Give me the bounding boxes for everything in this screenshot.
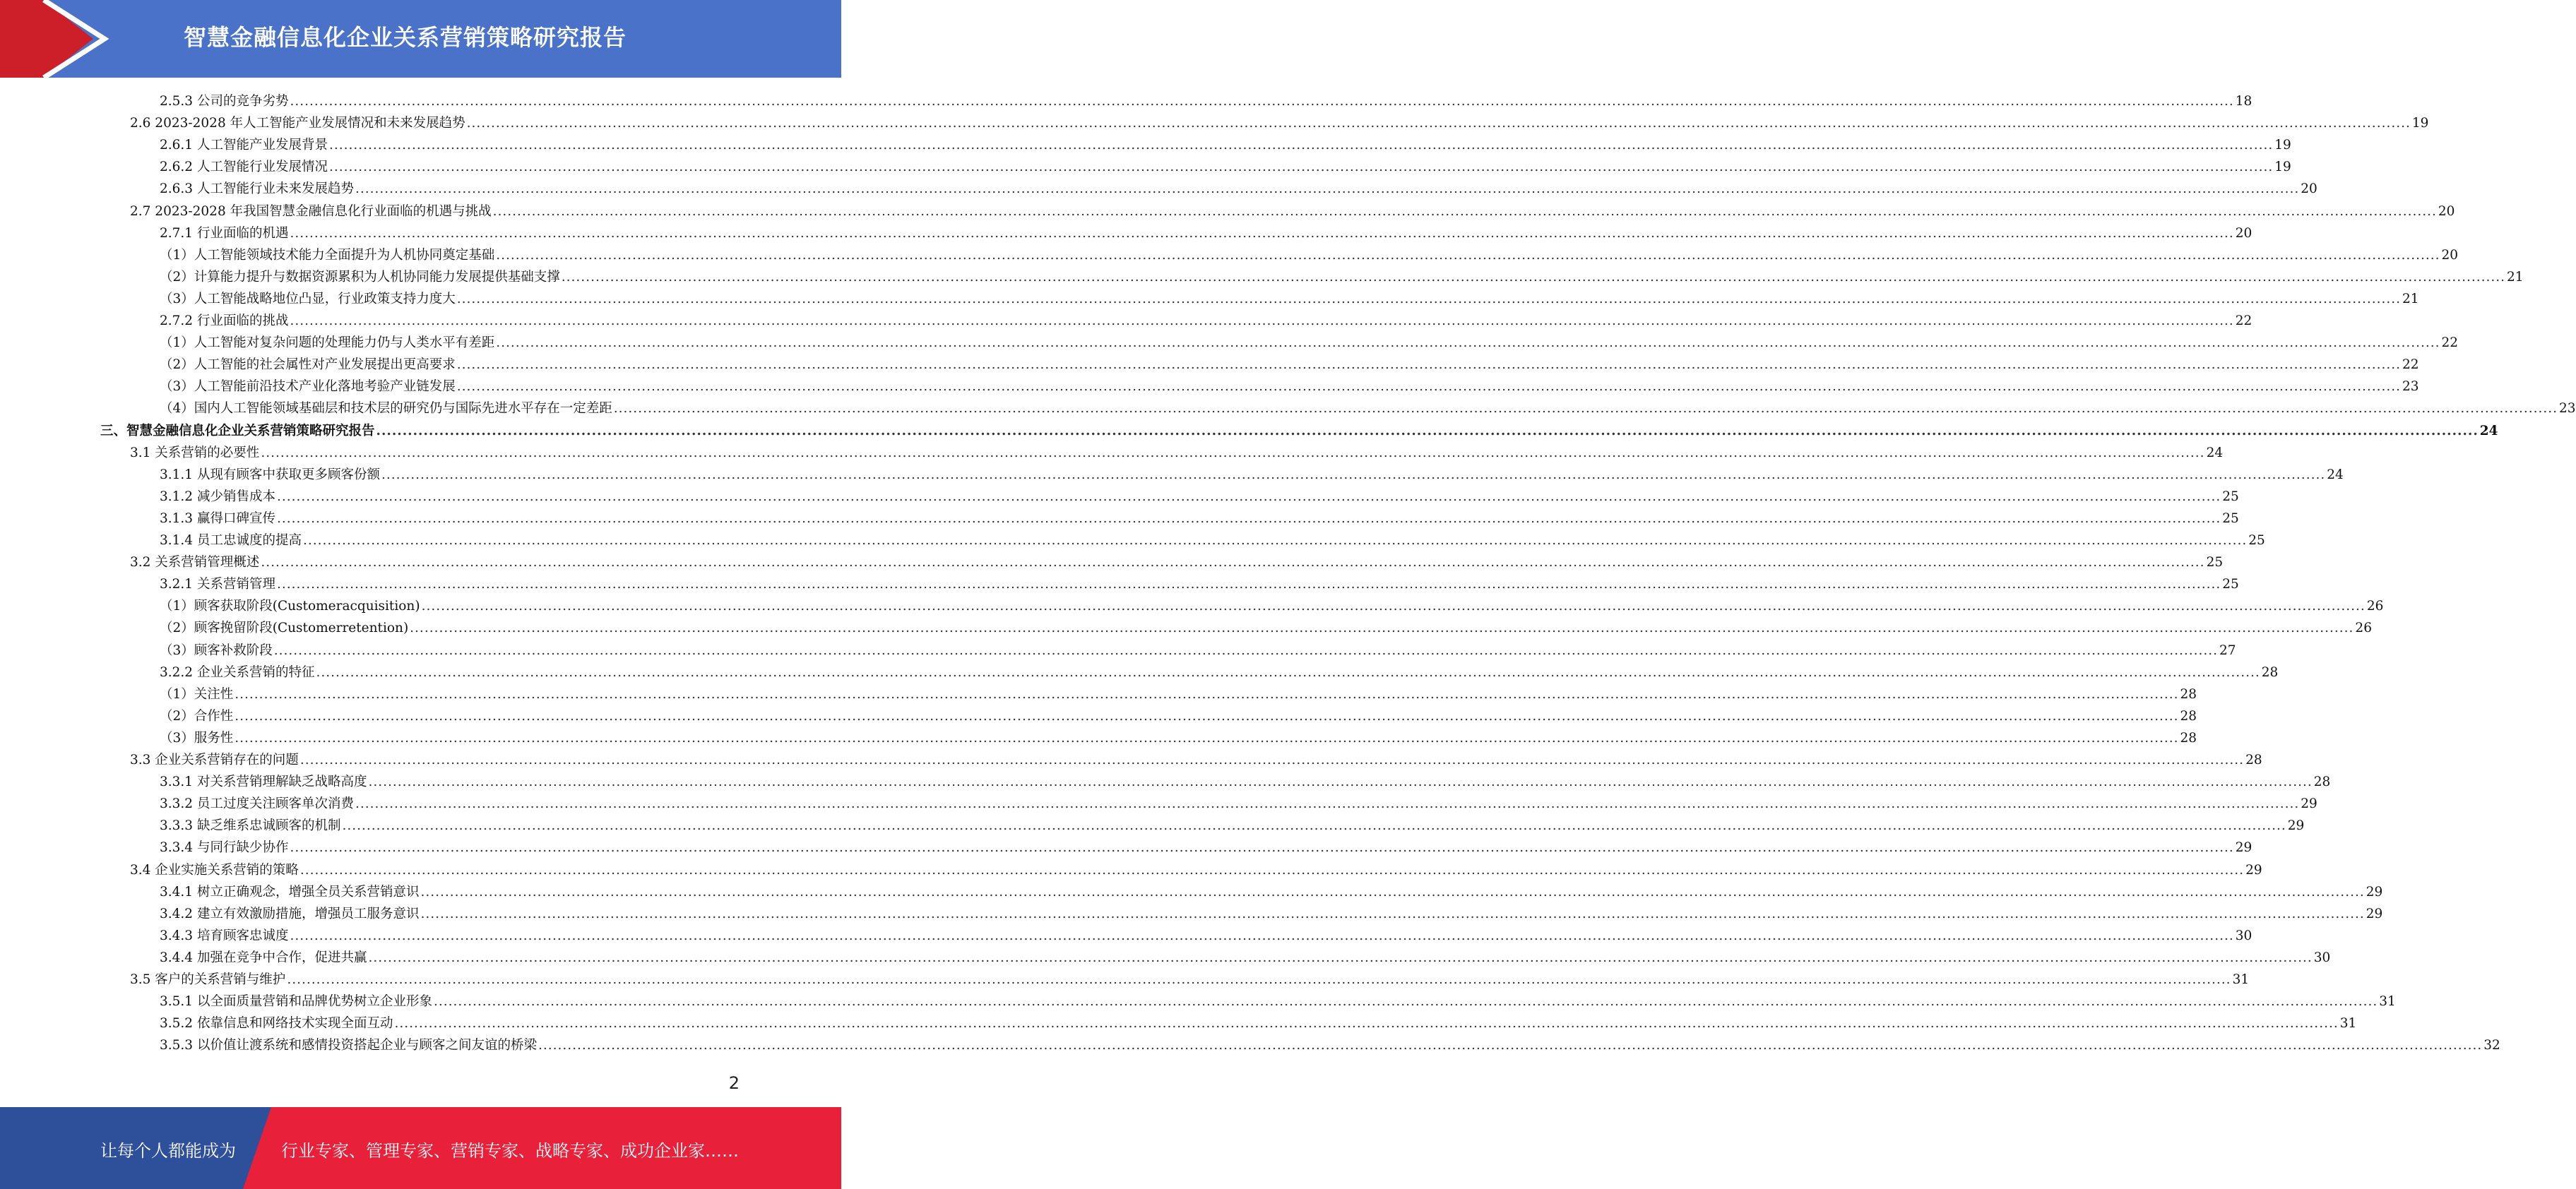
toc-leader-dots: ................................................................................................................................................................................................................................................................................................................................................................................................................ bbox=[456, 357, 2402, 373]
toc-entry-title: （3）人工智能战略地位凸显，行业政策支持力度大 bbox=[160, 291, 456, 306]
toc-entry-page: 29 bbox=[2366, 906, 2383, 921]
toc-leader-dots: ................................................................................................................................................................................................................................................................................................................................................................................................................ bbox=[538, 1038, 2483, 1053]
toc-entry-page: 20 bbox=[2235, 225, 2252, 241]
toc-entry-title: （2）顾客挽留阶段(Customerretention) bbox=[160, 621, 409, 636]
toc-entry-page: 26 bbox=[2366, 599, 2384, 614]
toc-entry-page: 26 bbox=[2355, 621, 2372, 636]
toc-entry-title: 2.6.1 人工智能产业发展背景 bbox=[160, 138, 328, 153]
toc-leader-dots: ................................................................................................................................................................................................................................................................................................................................................................................................................ bbox=[261, 445, 2205, 460]
toc-leader-dots: ................................................................................................................................................................................................................................................................................................................................................................................................................ bbox=[290, 928, 2234, 943]
toc-entry[interactable] bbox=[160, 1012, 2357, 1034]
toc-entry-title: 2.6.3 人工智能行业未来发展趋势 bbox=[160, 181, 354, 197]
toc-entry-title: （3）人工智能前沿技术产业化落地考验产业链发展 bbox=[160, 379, 456, 395]
toc-entry-title: 3.1.3 赢得口碑宣传 bbox=[160, 510, 275, 526]
toc-entry[interactable] bbox=[160, 705, 2197, 727]
toc-entry-title: 2.6 2023-2028 年人工智能产业发展情况和未来发展趋势 bbox=[130, 116, 465, 131]
toc-entry[interactable] bbox=[160, 991, 2396, 1012]
toc-entry-page: 18 bbox=[2235, 94, 2252, 109]
toc-leader-dots: ................................................................................................................................................................................................................................................................................................................................................................................................................ bbox=[299, 862, 2245, 878]
toc-entry[interactable] bbox=[160, 156, 2291, 178]
toc-entry[interactable] bbox=[160, 332, 2459, 354]
footer-slogan-left: 让每个人都能成为 bbox=[100, 1141, 236, 1161]
toc-entry-page: 25 bbox=[2222, 577, 2239, 592]
toc-entry-page: 30 bbox=[2235, 928, 2252, 943]
toc-leader-dots: ................................................................................................................................................................................................................................................................................................................................................................................................................ bbox=[456, 291, 2402, 306]
toc-entry-page: 28 bbox=[2261, 664, 2279, 680]
toc-entry-title: 3.1.2 减少销售成本 bbox=[160, 489, 275, 504]
toc-entry[interactable] bbox=[160, 222, 2252, 244]
toc-entry[interactable] bbox=[160, 134, 2291, 156]
toc-entry-title: 3.4.2 建立有效激励措施，增强员工服务意识 bbox=[160, 906, 420, 921]
toc-entry-title: 3.1.4 员工忠诚度的提高 bbox=[160, 533, 302, 548]
toc-entry-page: 29 bbox=[2287, 818, 2305, 834]
toc-entry[interactable] bbox=[160, 837, 2252, 859]
toc-entry-page: 23 bbox=[2402, 379, 2419, 395]
toc-entry-page: 31 bbox=[2379, 994, 2396, 1010]
toc-entry-page: 22 bbox=[2402, 357, 2419, 373]
toc-entry-page: 24 bbox=[2206, 445, 2224, 460]
toc-entry-title: 3.5.2 依靠信息和网络技术实现全面互动 bbox=[160, 1016, 393, 1032]
toc-entry[interactable] bbox=[130, 859, 2262, 881]
toc-leader-dots: ................................................................................................................................................................................................................................................................................................................................................................................................................ bbox=[368, 775, 2313, 790]
toc-entry-page: 28 bbox=[2245, 753, 2262, 767]
toc-entry-title: 3.5 客户的关系营销与维护 bbox=[130, 972, 286, 987]
toc-leader-dots: ................................................................................................................................................................................................................................................................................................................................................................................................................ bbox=[299, 753, 2245, 767]
toc-entry[interactable] bbox=[160, 464, 2344, 486]
toc-entry[interactable] bbox=[160, 947, 2331, 969]
toc-leader-dots: ................................................................................................................................................................................................................................................................................................................................................................................................................ bbox=[316, 664, 2260, 680]
toc-entry-page: 22 bbox=[2235, 313, 2252, 328]
toc-entry-page: 25 bbox=[2206, 555, 2224, 570]
toc-leader-dots: ................................................................................................................................................................................................................................................................................................................................................................................................................ bbox=[421, 599, 2366, 614]
toc-entry[interactable] bbox=[130, 201, 2455, 222]
toc-entry-page: 29 bbox=[2301, 796, 2317, 812]
toc-entry-page: 20 bbox=[2438, 203, 2455, 219]
toc-entry-title: 2.5.3 公司的竞争劣势 bbox=[160, 94, 289, 109]
toc-entry[interactable] bbox=[130, 442, 2224, 464]
toc-entry[interactable] bbox=[160, 486, 2239, 508]
toc-entry-title: （1）关注性 bbox=[160, 686, 234, 702]
toc-leader-dots: ................................................................................................................................................................................................................................................................................................................................................................................................................ bbox=[235, 686, 2179, 702]
toc-entry[interactable] bbox=[160, 903, 2383, 925]
toc-leader-dots: ................................................................................................................................................................................................................................................................................................................................................................................................................ bbox=[410, 621, 2354, 636]
toc-entry[interactable] bbox=[160, 354, 2419, 376]
toc-entry-title: （3）服务性 bbox=[160, 730, 234, 746]
toc-entry[interactable] bbox=[130, 112, 2429, 134]
toc-leader-dots: ................................................................................................................................................................................................................................................................................................................................................................................................................ bbox=[276, 577, 2221, 592]
toc-leader-dots: ................................................................................................................................................................................................................................................................................................................................................................................................................ bbox=[328, 160, 2274, 175]
toc-entry-page: 29 bbox=[2235, 840, 2252, 856]
toc-leader-dots: ................................................................................................................................................................................................................................................................................................................................................................................................................ bbox=[273, 643, 2219, 658]
toc-entry-page: 28 bbox=[2180, 730, 2197, 746]
toc-entry[interactable] bbox=[160, 1034, 2500, 1056]
toc-entry-title: 3.4 企业实施关系营销的策略 bbox=[130, 862, 299, 878]
toc-entry-title: 3.5.3 以价值让渡系统和感情投资搭起企业与顾客之间友谊的桥梁 bbox=[160, 1038, 537, 1053]
toc-leader-dots: ................................................................................................................................................................................................................................................................................................................................................................................................................ bbox=[276, 510, 2221, 526]
toc-leader-dots: ................................................................................................................................................................................................................................................................................................................................................................................................................ bbox=[456, 379, 2402, 395]
toc-leader-dots: ................................................................................................................................................................................................................................................................................................................................................................................................................ bbox=[496, 247, 2440, 263]
toc-entry-title: 3.2.1 关系营销管理 bbox=[160, 577, 275, 592]
toc-entry-title: 3.4.4 加强在竞争中合作，促进共赢 bbox=[160, 950, 367, 965]
toc-entry-page: 22 bbox=[2441, 335, 2459, 351]
toc-leader-dots: ................................................................................................................................................................................................................................................................................................................................................................................................................ bbox=[394, 1016, 2339, 1032]
toc-leader-dots: ................................................................................................................................................................................................................................................................................................................................................................................................................ bbox=[613, 401, 2558, 417]
toc-entry-title: 3.3.1 对关系营销理解缺乏战略高度 bbox=[160, 775, 367, 790]
toc-entry[interactable] bbox=[160, 288, 2419, 310]
toc-entry[interactable] bbox=[160, 376, 2419, 398]
toc-entry-title: 2.7.1 行业面临的机遇 bbox=[160, 225, 289, 241]
toc-entry-page: 31 bbox=[2232, 972, 2250, 987]
toc-entry-page: 28 bbox=[2313, 775, 2331, 790]
toc-leader-dots: ................................................................................................................................................................................................................................................................................................................................................................................................................ bbox=[381, 467, 2326, 482]
toc-entry-page: 24 bbox=[2327, 467, 2344, 482]
toc-leader-dots: ................................................................................................................................................................................................................................................................................................................................................................................................................ bbox=[276, 489, 2221, 504]
toc-leader-dots: ................................................................................................................................................................................................................................................................................................................................................................................................................ bbox=[368, 950, 2313, 965]
toc-entry-title: （3）顾客补救阶段 bbox=[160, 643, 273, 658]
toc-entry[interactable] bbox=[160, 815, 2305, 837]
toc-entry[interactable] bbox=[160, 530, 2265, 551]
toc-leader-dots: ................................................................................................................................................................................................................................................................................................................................................................................................................ bbox=[235, 708, 2179, 724]
toc-entry[interactable] bbox=[160, 727, 2197, 749]
toc-entry[interactable] bbox=[160, 244, 2459, 266]
toc-entry-page: 27 bbox=[2219, 643, 2236, 658]
page-footer bbox=[0, 1107, 841, 1189]
toc-entry[interactable] bbox=[160, 266, 2524, 288]
toc-entry-page: 19 bbox=[2274, 138, 2291, 153]
toc-leader-dots: ................................................................................................................................................................................................................................................................................................................................................................................................................ bbox=[290, 225, 2234, 241]
toc-entry[interactable] bbox=[160, 793, 2317, 815]
toc-entry-page: 21 bbox=[2402, 291, 2419, 306]
toc-entry-title: 3.3 企业关系营销存在的问题 bbox=[130, 753, 299, 767]
toc-leader-dots: ................................................................................................................................................................................................................................................................................................................................................................................................................ bbox=[261, 555, 2205, 570]
toc-entry-page: 32 bbox=[2483, 1038, 2500, 1053]
toc-entry[interactable] bbox=[160, 771, 2331, 793]
toc-entry[interactable] bbox=[160, 881, 2383, 903]
toc-leader-dots: ................................................................................................................................................................................................................................................................................................................................................................................................................ bbox=[376, 423, 2479, 438]
toc-leader-dots: ................................................................................................................................................................................................................................................................................................................................................................................................................ bbox=[433, 994, 2378, 1010]
toc-leader-dots: ................................................................................................................................................................................................................................................................................................................................................................................................................ bbox=[561, 269, 2506, 285]
toc-entry-page: 25 bbox=[2248, 533, 2265, 548]
toc-leader-dots: ................................................................................................................................................................................................................................................................................................................................................................................................................ bbox=[328, 138, 2274, 153]
toc-entry-page: 20 bbox=[2301, 181, 2317, 197]
toc-entry-page: 19 bbox=[2411, 116, 2429, 131]
toc-entry-title: （1）顾客获取阶段(Customeracquisition) bbox=[160, 599, 420, 614]
page-header bbox=[0, 0, 841, 78]
toc-leader-dots: ................................................................................................................................................................................................................................................................................................................................................................................................................ bbox=[342, 818, 2286, 834]
toc-entry[interactable] bbox=[130, 969, 2250, 991]
toc-entry-title: 3.1.1 从现有顾客中获取更多顾客份额 bbox=[160, 467, 380, 482]
toc-leader-dots: ................................................................................................................................................................................................................................................................................................................................................................................................................ bbox=[496, 335, 2440, 351]
toc-entry-page: 23 bbox=[2559, 401, 2576, 417]
toc-entry-title: 3.3.2 员工过度关注顾客单次消费 bbox=[160, 796, 354, 812]
toc-entry[interactable] bbox=[160, 662, 2279, 683]
toc-entry-title: （1）人工智能领域技术能力全面提升为人机协同奠定基础 bbox=[160, 247, 495, 263]
toc-entry[interactable] bbox=[160, 683, 2197, 705]
toc-leader-dots: ................................................................................................................................................................................................................................................................................................................................................................................................................ bbox=[287, 972, 2231, 987]
toc-entry-title: 3.2.2 企业关系营销的特征 bbox=[160, 664, 315, 680]
toc-leader-dots: ................................................................................................................................................................................................................................................................................................................................................................................................................ bbox=[420, 906, 2365, 921]
toc-entry-title: （2）合作性 bbox=[160, 708, 234, 724]
toc-entry-title: 2.6.2 人工智能行业发展情况 bbox=[160, 160, 328, 175]
toc-entry-title: 3.1 关系营销的必要性 bbox=[130, 445, 260, 460]
toc-entry-title: 三、智慧金融信息化企业关系营销策略研究报告 bbox=[100, 423, 375, 438]
toc-entry[interactable] bbox=[160, 310, 2252, 332]
toc-entry[interactable] bbox=[130, 551, 2224, 573]
toc-leader-dots: ................................................................................................................................................................................................................................................................................................................................................................................................................ bbox=[290, 94, 2234, 109]
toc-entry[interactable] bbox=[160, 925, 2252, 947]
toc-entry-page: 24 bbox=[2479, 423, 2498, 438]
toc-entry-page: 19 bbox=[2274, 160, 2291, 175]
toc-entry-page: 29 bbox=[2245, 862, 2262, 878]
toc-entry-title: 2.7 2023-2028 年我国智慧金融信息化行业面临的机遇与挑战 bbox=[130, 203, 492, 219]
toc-leader-dots: ................................................................................................................................................................................................................................................................................................................................................................................................................ bbox=[235, 730, 2179, 746]
toc-entry-page: 21 bbox=[2507, 269, 2524, 285]
toc-entry[interactable] bbox=[130, 749, 2262, 771]
footer-slogan-right: 行业专家、管理专家、营销专家、战略专家、成功企业家…… bbox=[281, 1141, 739, 1161]
toc-entry-page: 25 bbox=[2222, 489, 2239, 504]
toc-entry-title: （2）人工智能的社会属性对产业发展提出更高要求 bbox=[160, 357, 456, 373]
toc-entry-title: （4）国内人工智能领域基础层和技术层的研究仍与国际先进水平存在一定差距 bbox=[160, 401, 612, 417]
toc-entry[interactable] bbox=[160, 398, 2576, 419]
toc-entry[interactable] bbox=[160, 595, 2384, 617]
toc-entry-title: 3.3.4 与同行缺少协作 bbox=[160, 840, 289, 856]
toc-leader-dots: ................................................................................................................................................................................................................................................................................................................................................................................................................ bbox=[355, 181, 2300, 197]
toc-entry-title: （1）人工智能对复杂问题的处理能力仍与人类水平有差距 bbox=[160, 335, 495, 351]
toc-entry[interactable] bbox=[160, 90, 2252, 112]
toc-entry[interactable] bbox=[160, 640, 2236, 662]
toc-entry-page: 25 bbox=[2222, 510, 2239, 526]
toc-entry-page: 28 bbox=[2180, 708, 2197, 724]
toc-entry-title: 3.5.1 以全面质量营销和品牌优势树立企业形象 bbox=[160, 994, 432, 1010]
toc-leader-dots: ................................................................................................................................................................................................................................................................................................................................................................................................................ bbox=[466, 116, 2411, 131]
toc-entry[interactable] bbox=[160, 573, 2239, 595]
toc-entry-title: 3.2 关系营销管理概述 bbox=[130, 555, 260, 570]
toc-leader-dots: ................................................................................................................................................................................................................................................................................................................................................................................................................ bbox=[290, 313, 2234, 328]
page-number: 2 bbox=[728, 1073, 740, 1093]
toc-entry-title: 3.4.3 培育顾客忠诚度 bbox=[160, 928, 289, 943]
report-title: 智慧金融信息化企业关系营销策略研究报告 bbox=[184, 24, 627, 51]
toc-entry[interactable] bbox=[160, 178, 2317, 200]
toc-leader-dots: ................................................................................................................................................................................................................................................................................................................................................................................................................ bbox=[492, 203, 2437, 219]
toc-entry-page: 30 bbox=[2313, 950, 2331, 965]
toc-entry[interactable] bbox=[100, 420, 2498, 442]
toc-entry-page: 20 bbox=[2441, 247, 2459, 263]
toc-entry-title: 3.3.3 缺乏维系忠诚顾客的机制 bbox=[160, 818, 341, 834]
toc-entry-title: 2.7.2 行业面临的挑战 bbox=[160, 313, 289, 328]
toc-leader-dots: ................................................................................................................................................................................................................................................................................................................................................................................................................ bbox=[355, 796, 2300, 812]
toc-leader-dots: ................................................................................................................................................................................................................................................................................................................................................................................................................ bbox=[302, 533, 2248, 548]
toc-entry[interactable] bbox=[160, 617, 2372, 639]
toc-leader-dots: ................................................................................................................................................................................................................................................................................................................................................................................................................ bbox=[290, 840, 2234, 856]
toc-entry-page: 28 bbox=[2180, 686, 2197, 702]
toc-entry-title: 3.4.1 树立正确观念，增强全员关系营销意识 bbox=[160, 884, 420, 900]
toc-entry-page: 29 bbox=[2366, 884, 2383, 900]
toc-entry-page: 31 bbox=[2339, 1016, 2357, 1032]
toc-entry[interactable] bbox=[160, 508, 2239, 530]
toc-leader-dots: ................................................................................................................................................................................................................................................................................................................................................................................................................ bbox=[420, 884, 2365, 900]
toc-entry-title: （2）计算能力提升与数据资源累积为人机协同能力发展提供基础支撑 bbox=[160, 269, 560, 285]
